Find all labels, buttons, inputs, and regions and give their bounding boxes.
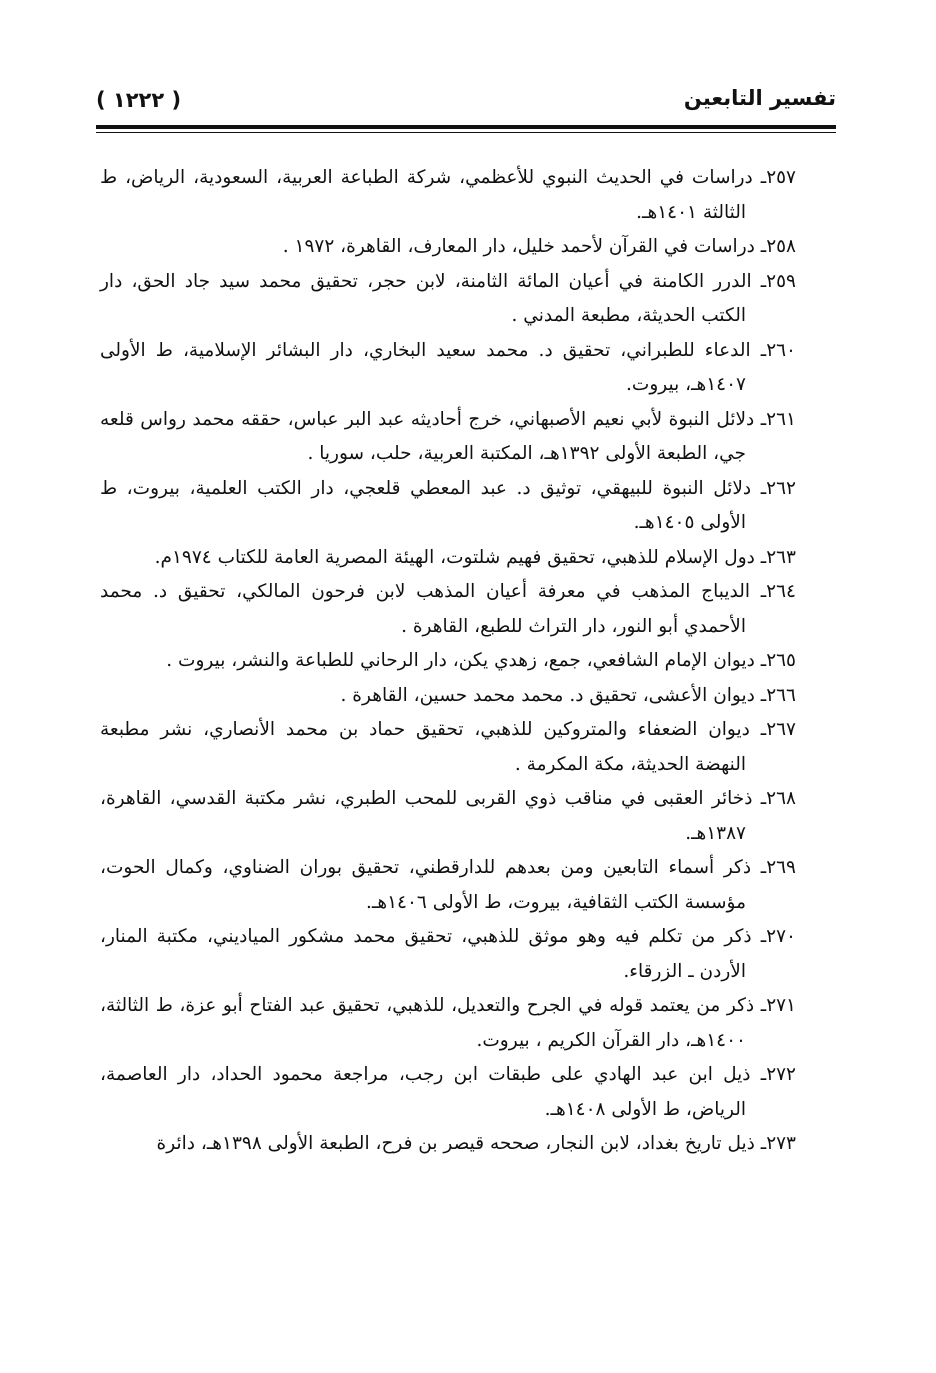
entry-number: ٢٦٠ـ	[760, 339, 796, 361]
bibliography-entry	[100, 334, 796, 403]
entry-number: ٢٧١ـ	[760, 995, 796, 1016]
entry-text: ذكر من تكلم فيه وهو موثق للذهبي، تحقيق محمد مشكور المياديني، مكتبة المنار، الأردن ـ الزرقاء.	[100, 926, 752, 982]
page-number: ( ١٢٢٢ )	[96, 88, 182, 112]
entry-text: دلائل النبوة للبيهقي، توثيق د. عبد المعطي قلعجي، دار الكتب العلمية، بيروت، ط الأولى ١٤٠٥هـ.	[100, 477, 752, 533]
bibliography-entry	[100, 161, 796, 230]
entry-number: ٢٥٩ـ	[760, 270, 796, 292]
entry-number: ٢٧٣ـ	[760, 1133, 796, 1154]
bibliography-entry	[100, 472, 796, 541]
entry-number: ٢٦٥ـ	[760, 650, 796, 671]
entry-text: ذخائر العقبى في مناقب ذوي القربى للمحب الطبري، نشر مكتبة القدسي، القاهرة، ١٣٨٧هـ.	[100, 788, 753, 844]
entry-text: ذيل تاريخ بغداد، لابن النجار، صححه قيصر بن فرح، الطبعة الأولى ١٣٩٨هـ، دائرة	[156, 1133, 755, 1154]
entry-number: ٢٦٩ـ	[760, 857, 796, 878]
bibliography-entry	[100, 679, 796, 714]
entry-number: ٢٦٢ـ	[760, 477, 796, 499]
book-title: تفسير التابعين	[683, 86, 836, 110]
entry-number: ٢٧٠ـ	[760, 926, 796, 947]
entry-number: ٢٥٧ـ	[760, 167, 796, 188]
bibliography-entry	[100, 989, 796, 1058]
entry-text: ديوان الأعشى، تحقيق د. محمد محمد حسين، القاهرة .	[340, 684, 755, 706]
entry-text: الدرر الكامنة في أعيان المائة الثامنة، لابن حجر، تحقيق محمد سيد جاد الحق، دار الكتب الحديثة، مطبعة المدني .	[100, 270, 752, 326]
bibliography-entry	[100, 782, 796, 851]
bibliography-entry	[100, 230, 796, 265]
entry-number: ٢٦٦ـ	[760, 684, 796, 706]
entry-text: ذكر من يعتمد قوله في الجرح والتعديل، للذهبي، تحقيق عبد الفتاح أبو عزة، ط الثالثة، ١٤٠٠هـ، دار القرآن الكريم ، بيروت.	[100, 995, 755, 1051]
entry-number: ٢٦٨ـ	[760, 788, 796, 809]
bibliography-entry	[100, 265, 796, 334]
running-header	[96, 84, 836, 124]
bibliography-entry	[100, 851, 796, 920]
entry-text: ديوان الإمام الشافعي، جمع، زهدي يكن، دار الرحاني للطباعة والنشر، بيروت .	[166, 650, 755, 671]
bibliography-entry	[100, 713, 796, 782]
header-rule-thin	[96, 132, 836, 133]
entry-number: ٢٦٤ـ	[760, 581, 796, 602]
entry-text: دول الإسلام للذهبي، تحقيق فهيم شلتوت، الهيئة المصرية العامة للكتاب ١٩٧٤م.	[154, 546, 755, 568]
entry-number: ٢٦١ـ	[760, 408, 796, 430]
entry-number: ٢٧٢ـ	[760, 1064, 796, 1085]
bibliography-entry	[100, 541, 796, 576]
entry-text: ذكر أسماء التابعين ومن بعدهم للدارقطني، تحقيق بوران الضناوي، وكمال الحوت، مؤسسة الكتب الثقافية، بيروت، ط الأولى ١٤٠٦هـ.	[100, 857, 752, 913]
bibliography-entry	[100, 920, 796, 989]
entry-text: ديوان الضعفاء والمتروكين للذهبي، تحقيق حماد بن محمد الأنصاري، نشر مطبعة النهضة الحديثة، مكة المكرمة .	[100, 719, 750, 775]
entry-text: الديباج المذهب في معرفة أعيان المذهب لابن فرحون المالكي، تحقيق د. محمد الأحمدي أبو النور، دار التراث للطبع، القاهرة .	[100, 581, 750, 637]
entry-number: ٢٥٨ـ	[760, 236, 796, 257]
bibliography-list	[100, 161, 796, 1162]
bibliography-entry	[100, 644, 796, 679]
entry-number: ٢٦٣ـ	[760, 546, 796, 568]
entry-text: ذيل ابن عبد الهادي على طبقات ابن رجب، مراجعة محمود الحداد، دار العاصمة، الرياض، ط الأولى ١٤٠٨هـ.	[100, 1064, 751, 1120]
entry-text: الدعاء للطبراني، تحقيق د. محمد سعيد البخاري، دار البشائر الإسلامية، ط الأولى ١٤٠٧هـ، بيروت.	[100, 339, 751, 395]
entry-text: دراسات في القرآن لأحمد خليل، دار المعارف، القاهرة، ١٩٧٢ .	[282, 236, 755, 257]
bibliography-entry	[100, 1127, 796, 1162]
entry-number: ٢٦٧ـ	[760, 719, 796, 740]
header-rule-thick	[96, 125, 836, 129]
bibliography-entry	[100, 403, 796, 472]
bibliography-entry	[100, 1058, 796, 1127]
entry-text: دراسات في الحديث النبوي للأعظمي، شركة الطباعة العربية، السعودية، الرياض، ط الثالثة ١٤٠١هـ.	[100, 167, 753, 223]
bibliography-entry	[100, 575, 796, 644]
entry-text: دلائل النبوة لأبي نعيم الأصبهاني، خرج أحاديثه عبد البر عباس، حققه محمد رواس قلعه جي، الطبعة الأولى ١٣٩٢هـ، المكتبة العربية، حلب، سوريا .	[100, 408, 755, 464]
